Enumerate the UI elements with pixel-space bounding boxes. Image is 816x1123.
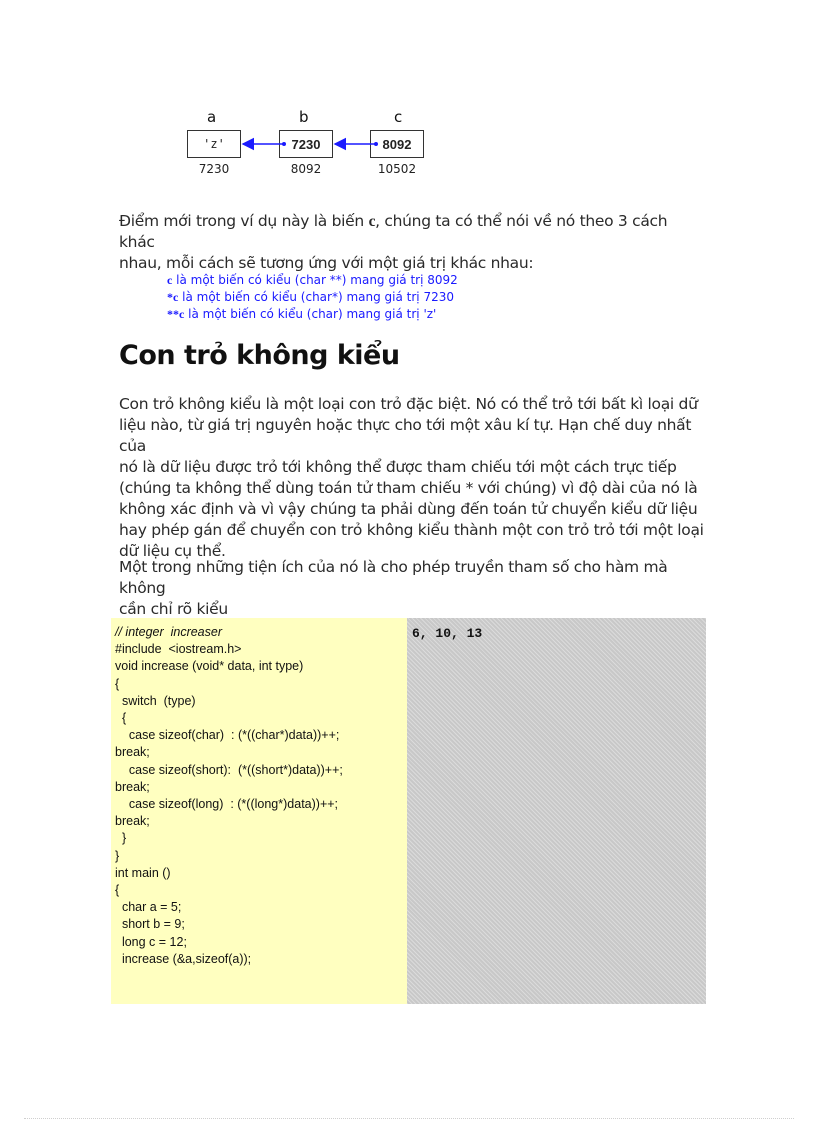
para-line: dữ liệu cụ thể. bbox=[119, 542, 226, 560]
para-line: cần chỉ rõ kiểu bbox=[119, 600, 228, 618]
output-panel bbox=[407, 618, 706, 1004]
intro-var: c bbox=[368, 213, 376, 230]
code-line: long c = 12; bbox=[115, 934, 187, 949]
code-line: case sizeof(char) : (*((char*)data))++; bbox=[115, 728, 340, 743]
code-line: break; bbox=[115, 814, 150, 829]
utility-paragraph bbox=[119, 557, 704, 620]
page-bottom-divider bbox=[24, 1118, 794, 1119]
code-line: case sizeof(long) : (*((long*)data))++; bbox=[115, 797, 339, 812]
meaning-prefix: c bbox=[167, 273, 173, 287]
intro-line1-post: , chúng ta có thể nói về nó theo 3 cách khác bbox=[119, 212, 668, 251]
code-line: char a = 5; bbox=[115, 900, 182, 915]
para-line: (chúng ta không thể dùng toán tử tham chiếu * với chúng) vì độ dài của nó là bbox=[119, 479, 698, 497]
code-line: break; bbox=[115, 745, 150, 760]
para-line: không xác định và vì vậy chúng ta phải dùng đến toán tử chuyển kiểu dữ liệu bbox=[119, 500, 698, 518]
para-line: hay phép gán để chuyển con trỏ không kiểu thành một con trỏ trỏ tới một loại bbox=[119, 521, 704, 539]
cell-b: 7230 bbox=[279, 130, 333, 158]
code-line: case sizeof(short): (*((short*)data))++; bbox=[115, 762, 343, 777]
code-line: increase (&a,sizeof(a)); bbox=[115, 951, 252, 966]
arrow-c-origin bbox=[374, 142, 378, 146]
code-line: { bbox=[115, 711, 127, 726]
code-line: switch (type) bbox=[115, 693, 196, 708]
code-line: void increase (void* data, int type) bbox=[115, 659, 304, 674]
para-line: nó là dữ liệu được trỏ tới không thể được tham chiếu tới một cách trực tiếp bbox=[119, 458, 677, 476]
para-line: liệu nào, từ giá trị nguyên hoặc thực cho tới một xâu kí tự. Hạn chế duy nhất của bbox=[119, 416, 692, 455]
cell-a: 'z' bbox=[187, 130, 241, 158]
meaning-prefix: **c bbox=[167, 307, 185, 321]
void-pointer-paragraph bbox=[119, 394, 704, 562]
meaning-text: là một biến có kiểu (char **) mang giá trị 8092 bbox=[172, 273, 458, 287]
code-line: { bbox=[115, 883, 120, 898]
meaning-item bbox=[167, 289, 458, 306]
meaning-text: là một biến có kiểu (char) mang giá trị 'z' bbox=[184, 307, 437, 321]
cell-c: 8092 bbox=[370, 130, 424, 158]
program-output: 6, 10, 13 bbox=[412, 626, 483, 641]
meaning-text: là một biến có kiểu (char*) mang giá trị 7230 bbox=[178, 290, 454, 304]
meaning-item bbox=[167, 306, 458, 323]
meanings-list bbox=[167, 272, 458, 323]
code-line: } bbox=[115, 831, 127, 846]
arrow-b-origin bbox=[282, 142, 286, 146]
meaning-item bbox=[167, 272, 458, 289]
code-line: // integer increaser bbox=[115, 625, 222, 639]
var-name-b: b bbox=[299, 108, 309, 126]
code-line: } bbox=[115, 848, 120, 863]
section-title: Con trỏ không kiểu bbox=[119, 340, 400, 371]
var-name-a: a bbox=[207, 108, 217, 126]
meaning-prefix: *c bbox=[167, 290, 179, 304]
intro-line2: nhau, mỗi cách sẽ tương ứng với một giá trị khác nhau: bbox=[119, 254, 534, 272]
para-line: Một trong những tiện ích của nó là cho phép truyền tham số cho hàm mà không bbox=[119, 558, 668, 597]
code-line: short b = 9; bbox=[115, 917, 185, 932]
code-line: { bbox=[115, 676, 120, 691]
addr-c: 10502 bbox=[377, 162, 417, 176]
para-line: Con trỏ không kiểu là một loại con trỏ đặc biệt. Nó có thể trỏ tới bất kì loại dữ bbox=[119, 395, 698, 413]
var-name-c: c bbox=[394, 108, 403, 126]
pointer-diagram bbox=[180, 108, 440, 180]
code-line: break; bbox=[115, 779, 150, 794]
addr-b: 8092 bbox=[290, 162, 322, 176]
code-line: #include <iostream.h> bbox=[115, 642, 242, 657]
code-line: int main () bbox=[115, 865, 171, 880]
code-listing bbox=[111, 618, 407, 1004]
addr-a: 7230 bbox=[198, 162, 230, 176]
intro-paragraph bbox=[119, 211, 704, 274]
intro-line1-pre: Điểm mới trong ví dụ này là biến bbox=[119, 212, 369, 230]
